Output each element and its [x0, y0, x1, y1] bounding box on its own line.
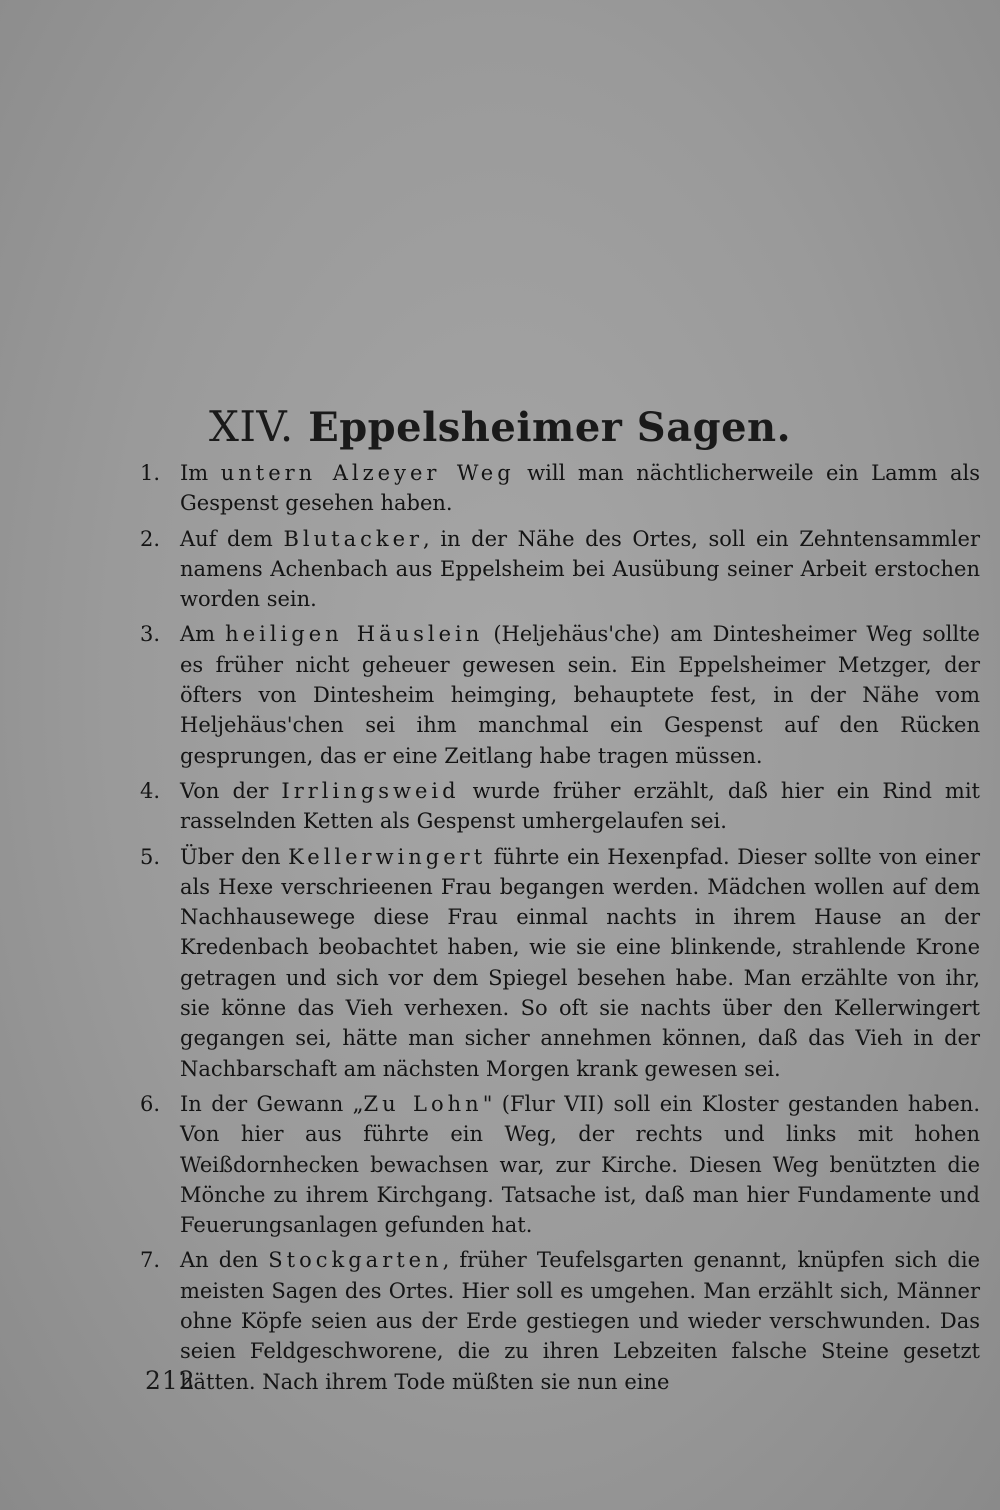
legend-item	[140, 458, 980, 519]
legend-item	[140, 842, 980, 1084]
item-text-lead: Von der	[180, 778, 282, 803]
item-text-lead: Auf dem	[180, 526, 284, 551]
place-name: Stockgarten	[268, 1248, 443, 1273]
item-text: , in der Nähe des Ortes, soll ein Zehntensammler namens Achenbach aus Eppelsheim bei Ausübung seiner Arbeit erstochen worden sein.	[180, 526, 980, 612]
item-number: 5.	[140, 844, 161, 869]
item-number: 1.	[140, 461, 161, 485]
chapter-title: Eppelsheimer Sagen.	[308, 404, 792, 451]
place-name: heiligen Häuslein	[225, 622, 484, 647]
legend-item	[140, 776, 980, 837]
item-text: wurde früher erzählt, daß hier ein Rind mit rasselnden Ketten als Gespenst umhergelaufen sei.	[180, 778, 980, 834]
place-name: Irrlingsweid	[281, 778, 460, 803]
place-name: untern Alzeyer Weg	[220, 461, 515, 485]
page-number: 212	[145, 1366, 196, 1395]
chapter-number: XIV.	[208, 402, 294, 451]
item-number: 6.	[140, 1091, 161, 1116]
item-text: führte ein Hexenpfad. Dieser sollte von einer als Hexe verschrieenen Frau begangen werden. Mädchen wollen auf dem Nachhausewege diese Frau einmal nachts in ihrem Hause an der Kredenbach beobachtet haben, wie sie eine blinkende, strahlende Krone getragen und sich vor dem Spiegel besehen habe. Man erzählte von ihr, sie könne das Vieh verhexen. So oft sie nachts über den Kellerwingert gegangen sei, hätte man sicher annehmen können, daß das Vieh in der Nachbarschaft am nächsten Morgen krank gewesen sei.	[180, 844, 981, 1081]
item-text-lead: Am	[180, 622, 226, 647]
item-text: , früher Teufelsgarten genannt, knüpfen sich die meisten Sagen des Ortes. Hier soll es umgehen. Man erzählt sich, Männer ohne Köpfe seien aus der Erde gestiegen und wieder verschwunden. Das seien Feldgeschworene, die zu ihren Lebzeiten falsche Steine gesetzt hätten. Nach ihrem Tode müßten sie nun eine	[180, 1248, 981, 1394]
place-name: Zu Lohn	[363, 1091, 483, 1116]
item-text: " (Flur VII) soll ein Kloster gestanden haben. Von hier aus führte ein Weg, der rechts und links mit hohen Weißdornhecken bewachsen war, zur Kirche. Diesen Weg benützten die Mönche zu ihrem Kirchgang. Tatsache ist, daß man hier Fundamente und Feuerungsanlagen gefunden hat.	[180, 1091, 980, 1238]
legend-item	[140, 1245, 980, 1396]
item-number: 2.	[140, 526, 161, 551]
item-text: will man nächtlicherweile ein Lamm als Gespenst gesehen haben.	[180, 461, 980, 516]
legend-item	[140, 1089, 980, 1240]
item-number: 3.	[140, 622, 161, 647]
item-text-lead: Im	[180, 461, 221, 485]
legend-list	[140, 458, 980, 1402]
item-number: 7.	[140, 1248, 161, 1273]
item-text-lead: Über den	[180, 844, 289, 869]
place-name: Blutacker	[283, 526, 424, 551]
chapter-heading	[0, 402, 1000, 451]
item-text: (Heljehäus'che) am Dintesheimer Weg sollte es früher nicht geheuer gewesen sein. Ein Eppelsheimer Metzger, der öfters von Dintesheim heimging, behauptete fest, in der Nähe vom Heljehäus'chen sei ihm manchmal ein Gespenst auf den Rücken gesprungen, das er eine Zeitlang habe tragen müssen.	[180, 622, 980, 768]
item-text-lead: In der Gewann „	[180, 1091, 364, 1116]
item-text-lead: An den	[180, 1248, 269, 1273]
legend-item	[140, 619, 980, 770]
legend-item	[140, 524, 980, 615]
item-number: 4.	[140, 778, 161, 803]
place-name: Kellerwingert	[288, 844, 487, 869]
